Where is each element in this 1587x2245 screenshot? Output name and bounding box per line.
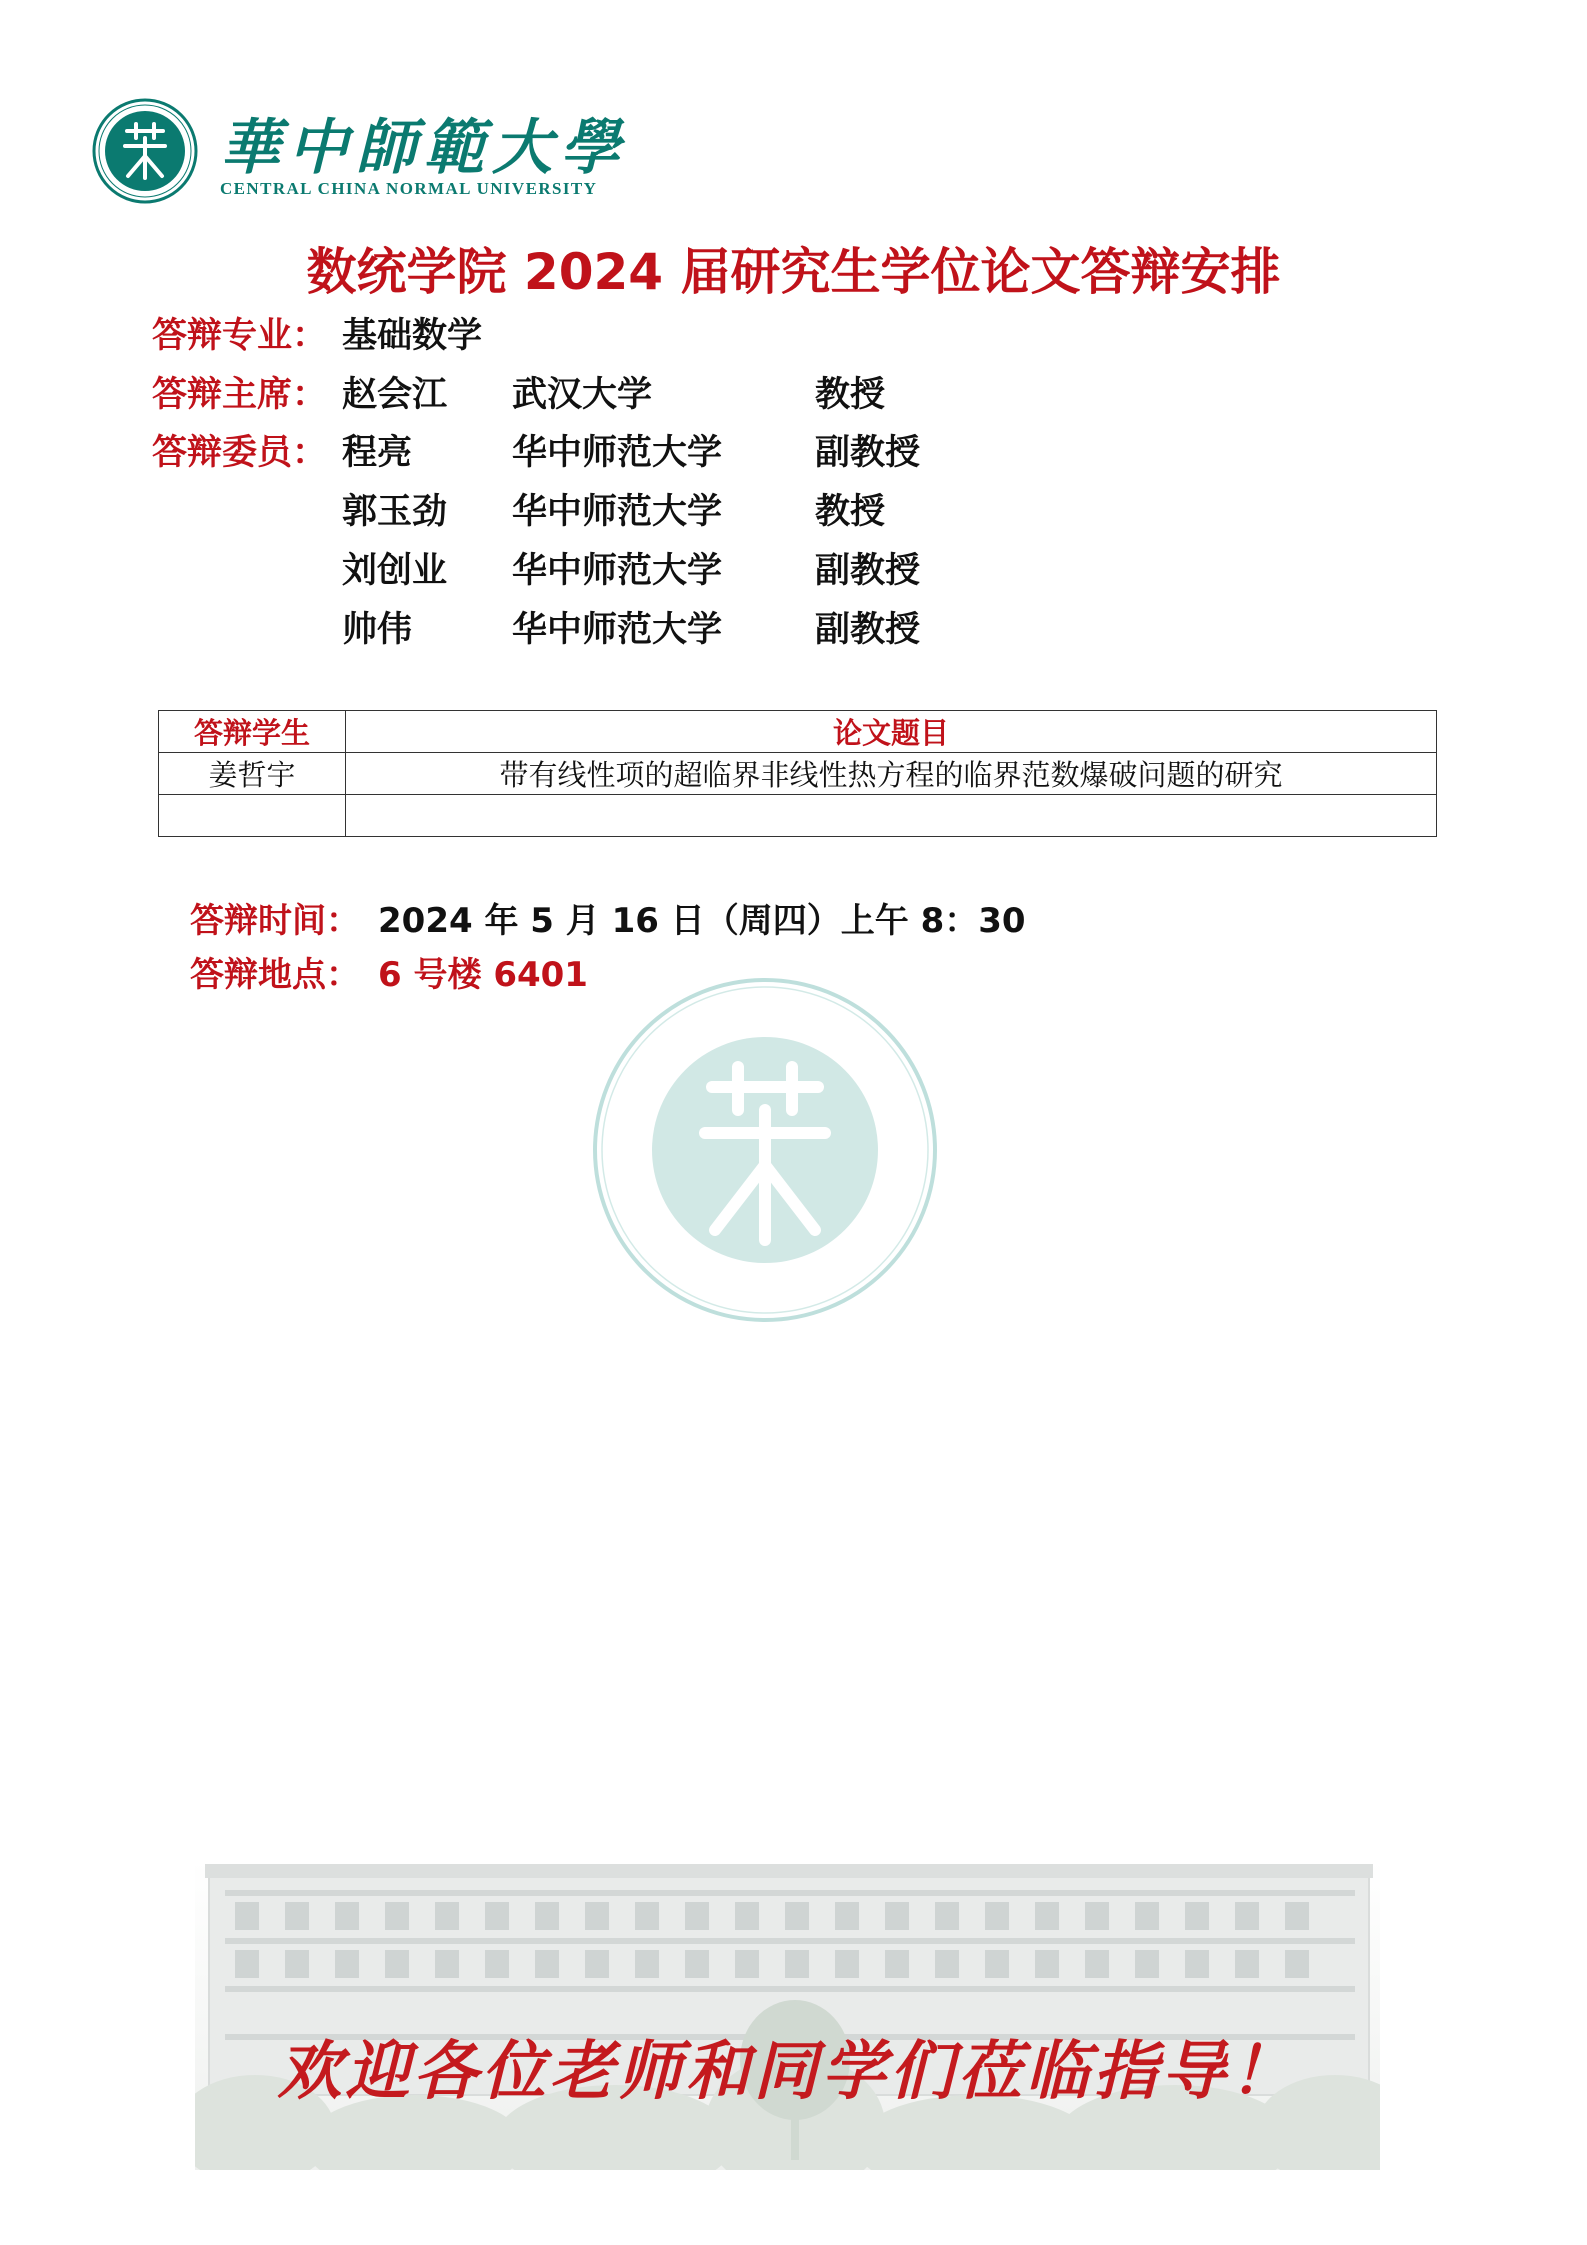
thesis-title <box>346 795 1437 837</box>
university-seal-logo <box>92 98 198 204</box>
student-name: 姜哲宇 <box>159 753 346 795</box>
member-name: 刘创业 <box>342 551 448 591</box>
major-label: 答辩专业： <box>152 316 328 356</box>
time-value: 2024 年 5 月 16 日（周四）上午 8：30 <box>378 901 1026 941</box>
chair-affiliation: 武汉大学 <box>512 375 653 415</box>
member-title: 副教授 <box>815 433 921 473</box>
table-header-student: 答辩学生 <box>159 711 346 753</box>
member-name: 郭玉劲 <box>342 492 448 532</box>
university-name-english: CENTRAL CHINA NORMAL UNIVERSITY <box>220 179 598 198</box>
member-title: 副教授 <box>815 610 921 650</box>
thesis-title: 带有线性项的超临界非线性热方程的临界范数爆破问题的研究 <box>346 753 1437 795</box>
member-name: 程亮 <box>342 433 413 473</box>
chair-label: 答辩主席： <box>152 375 328 415</box>
member-affiliation: 华中师范大学 <box>512 492 723 532</box>
table-row <box>159 795 1437 837</box>
welcome-banner <box>195 1860 1380 2170</box>
member-affiliation: 华中师范大学 <box>512 551 723 591</box>
member-title: 副教授 <box>815 551 921 591</box>
table-header-thesis-title: 论文题目 <box>346 711 1437 753</box>
watermark-seal-icon <box>590 975 940 1325</box>
welcome-banner-text: 欢迎各位老师和同学们莅临指导！ <box>277 2035 1298 2109</box>
place-value: 6 号楼 6401 <box>378 955 588 995</box>
major-value: 基础数学 <box>342 316 483 356</box>
building-photo-illustration <box>195 1860 1380 2170</box>
chair-title: 教授 <box>815 375 886 415</box>
member-affiliation: 华中师范大学 <box>512 610 723 650</box>
time-label: 答辩时间： <box>190 901 360 941</box>
university-name-chinese: 華中師範大學 <box>220 113 628 183</box>
student-name <box>159 795 346 837</box>
member-name: 帅伟 <box>342 610 413 650</box>
defense-schedule-table <box>158 710 1437 837</box>
place-label: 答辩地点： <box>190 955 360 995</box>
chair-name: 赵会江 <box>342 375 448 415</box>
page-title: 数统学院 2024 届研究生学位论文答辩安排 <box>306 243 1281 301</box>
members-label: 答辩委员： <box>152 433 328 473</box>
table-row <box>159 753 1437 795</box>
table-header-row <box>159 711 1437 753</box>
member-title: 教授 <box>815 492 886 532</box>
member-affiliation: 华中师范大学 <box>512 433 723 473</box>
